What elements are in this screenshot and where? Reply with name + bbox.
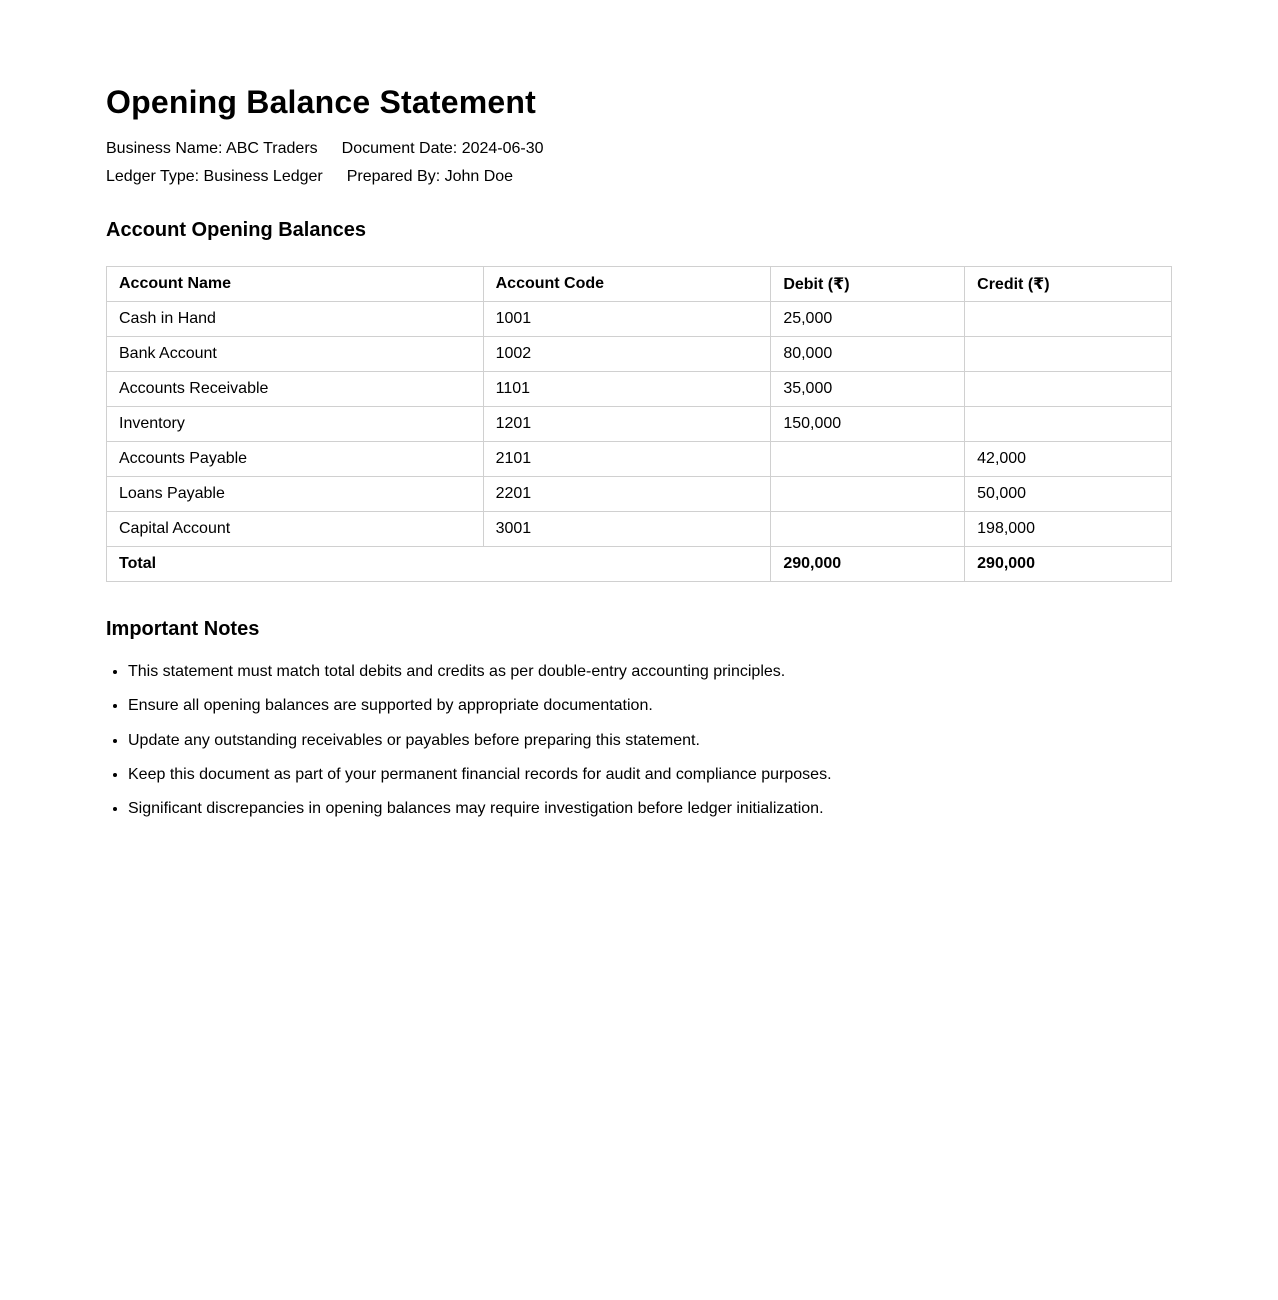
debit-value (771, 477, 965, 512)
account-code: 2201 (483, 477, 771, 512)
credit-value (965, 302, 1172, 337)
page-title: Opening Balance Statement (106, 84, 536, 120)
account-name: Bank Account (107, 337, 484, 372)
account-code: 3001 (483, 512, 771, 547)
credit-value: 50,000 (965, 477, 1172, 512)
col-header-account-name: Account Name (107, 267, 484, 302)
table-header-row (107, 267, 1172, 302)
col-header-account-code: Account Code (483, 267, 771, 302)
debit-value: 25,000 (771, 302, 965, 337)
debit-value: 80,000 (771, 337, 965, 372)
list-item: • Update any outstanding receivables or payables before preparing this statement. (128, 731, 1172, 751)
debit-value: 150,000 (771, 407, 965, 442)
notes-heading: Important Notes (106, 618, 260, 640)
balances-table (106, 266, 1172, 582)
table-row (107, 512, 1172, 547)
debit-value: 35,000 (771, 372, 965, 407)
table-row (107, 442, 1172, 477)
list-item: • Keep this document as part of your permanent financial records for audit and compliance purposes. (128, 765, 1172, 785)
notes-list (106, 662, 1172, 819)
total-debit: 290,000 (771, 547, 965, 582)
account-code: 1001 (483, 302, 771, 337)
list-item: • This statement must match total debits and credits as per double-entry accounting principles. (128, 662, 1172, 682)
total-credit: 290,000 (965, 547, 1172, 582)
account-code: 1201 (483, 407, 771, 442)
notes-section (106, 616, 1172, 819)
balances-section (106, 217, 1172, 582)
table-row (107, 337, 1172, 372)
credit-value (965, 372, 1172, 407)
account-code: 2101 (483, 442, 771, 477)
account-name: Capital Account (107, 512, 484, 547)
col-header-credit: Credit (₹) (965, 267, 1172, 302)
credit-value: 42,000 (965, 442, 1172, 477)
table-row (107, 302, 1172, 337)
prepared-by: Prepared By: John Doe (346, 168, 514, 185)
credit-value (965, 407, 1172, 442)
account-code: 1101 (483, 372, 771, 407)
account-name: Accounts Payable (107, 442, 484, 477)
account-name: Cash in Hand (107, 302, 484, 337)
account-name: Loans Payable (107, 477, 484, 512)
table-row (107, 477, 1172, 512)
credit-value: 198,000 (965, 512, 1172, 547)
list-item: • Significant discrepancies in opening balances may require investigation before ledger initialization. (128, 799, 1172, 819)
debit-value (771, 512, 965, 547)
document-meta (106, 135, 1172, 191)
table-row (107, 372, 1172, 407)
document-date: Document Date: 2024-06-30 (341, 140, 544, 157)
balances-heading: Account Opening Balances (106, 219, 367, 241)
total-row (107, 547, 1172, 582)
ledger-type: Ledger Type: Business Ledger (106, 168, 323, 185)
account-code: 1002 (483, 337, 771, 372)
account-name: Inventory (107, 407, 484, 442)
total-label: Total (107, 547, 771, 582)
business-name: Business Name: ABC Traders (106, 140, 318, 157)
credit-value (965, 337, 1172, 372)
meta-row-2 (106, 163, 1172, 191)
table-row (107, 407, 1172, 442)
col-header-debit: Debit (₹) (771, 267, 965, 302)
meta-row-1 (106, 135, 1172, 163)
account-name: Accounts Receivable (107, 372, 484, 407)
debit-value (771, 442, 965, 477)
list-item: • Ensure all opening balances are supported by appropriate documentation. (128, 696, 1172, 716)
